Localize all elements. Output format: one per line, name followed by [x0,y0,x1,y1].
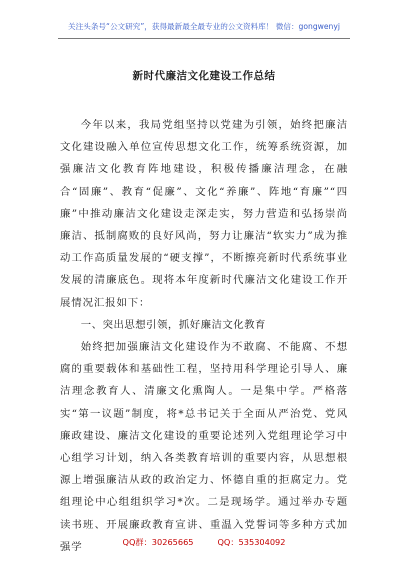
footer-qq-contact: QQ：535304092 [217,537,286,547]
document-title: 新时代廉洁文化建设工作总结 [132,70,276,82]
section-heading-1: 一、突出思想引领，抓好廉洁文化教育 [80,318,266,331]
intro-paragraph: 今年以来，我局党组坚持以党建为引领，始终把廉洁文化建设融入单位宣传思想文化工作，统筹系统资源，加强廉洁文化教育阵地建设，积极传播廉洁理念，在融合“固廉”、教育“促廉”、文化“养廉”、阵地“育廉”“四廉”中推动廉洁文化建设走深走实，努力营造和弘扬崇尚廉洁、抵制腐败的良好风尚，努力让廉洁“软实力”成为推动工作高质量发展的“硬支撑”，不断擦亮新时代系统事业发展的清廉底色。现将本年度新时代廉洁文化建设工作开展情况汇报如下： [60,119,348,309]
footer-contact [0,537,408,547]
header-divider [58,38,350,39]
section-1-paragraph: 始终把加强廉洁文化建设作为不敢腐、不能腐、不想腐的重要载体和基础性工程，坚持用科学理论引导人、廉洁理念教育人、清廉文化熏陶人。一是集中学。严格落实“第一议题”制度，将*总书记关于全面从严治党、党风廉政建设、廉洁文化建设的重要论述列入党组理论学习中心组学习计划，纳入各类教育培训的重要内容，从思想根源上增强廉洁从政的政治定力、怀德自重的拒腐定力。党组理论中心组组织学习*次。二是现场学。通过举办专题读书班、开展廉政教育宣讲、重温入党誓词等多种方式加强学 [60,341,348,553]
header-banner: 关注头条号“公文研究”，获得最新最全最专业的公文资料库！ 微信：gongwenyj [68,22,340,31]
footer-qq-group: QQ群：30265665 [122,537,194,547]
